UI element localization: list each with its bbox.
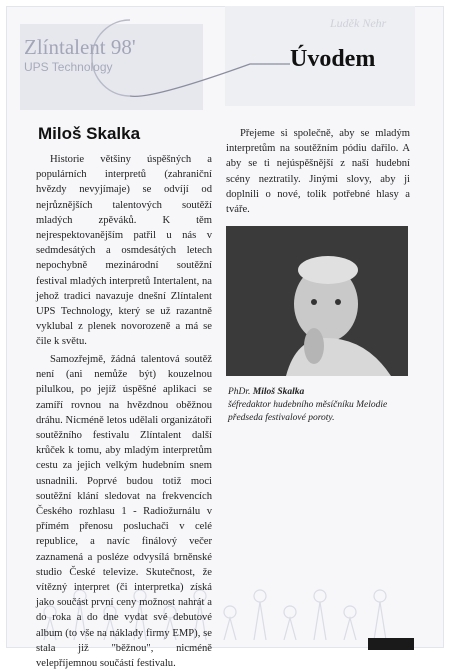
caption-line-3: předseda festivalové poroty.	[228, 413, 335, 423]
caption-prefix: PhDr.	[228, 387, 251, 397]
left-column-top	[36, 152, 212, 350]
portrait-photo	[226, 226, 408, 376]
article-paragraph: Přejeme si společně, aby se mladým interpretům na soutěžním pódiu dařilo. A aby se ti nejúspěšnější z naší hudební scény neztratily. Jinými slovy, aby ji doplnili o nové, tolik potřebné hlasy a tváře.	[226, 128, 410, 216]
left-column-bottom	[36, 352, 212, 671]
caption-line-1	[228, 386, 418, 399]
author-heading: Miloš Skalka	[38, 124, 141, 143]
caption-line-2: šéfredaktor hudebního měsíčníku Melodie	[228, 400, 388, 410]
brand-title: Zlíntalent 98'	[24, 35, 136, 59]
portrait-icon	[226, 226, 408, 376]
article-paragraph: Samozřejmě, žádná talentová soutěž není (ani nemůže být) kouzelnou pilulkou, po jejíž úspěšné aplikaci se zamíří rovnou na hvězdnou oběžnou dráhu. Nicméně letos udělali organizátoři soutěžního festivalu Zlíntalent další krůček k tomu, aby mladým interpretům cestu za jejich velkým hudebním snem usnadnili. Poprvé budou totiž moci soutěžní klání sledovat na frekvencích Českého rozhlasu 1 - Radiožurnálu v přímém přenosu posluchači v celé republice, a navíc finálový večer zaznamená a posléze odvysílá brněnské studio České televize. Skutečnost, že vítězný interpret (či interpretka) získá jako součást první ceny možnost nahrát a do roka a do dne vydat své debutové album (to vše na náklady firmy EMP), se stala již "běžnou", nicméně velepříjemnou součástí festivalu.	[36, 354, 212, 670]
brand-subtitle: UPS Technology	[24, 60, 113, 74]
section-title: Úvodem	[290, 46, 376, 72]
article-paragraph: Historie většiny úspěšných a populárních interpretů (zahraniční hvězdy nevyjímaje) se odvíjí od nejrůznějších talentových soutěží mladých zpěváků. K těm nejrespektovanějším patřil u nás v sedmdesátých a osmdesátých letech nepochybně mezinárodní soutěžní festival mladých interpretů Intertalent, na jehož tradici navazuje dnešní Zlíntalent UPS Technology, který se už razantně vyklubal z plenek novorozeně a má se čile k světu.	[36, 154, 212, 348]
photo-caption	[228, 386, 418, 425]
footer-tab	[368, 638, 414, 650]
caption-name: Miloš Skalka	[252, 387, 305, 397]
right-column-top	[226, 126, 410, 217]
ghost-text: Luděk Nehr	[330, 16, 387, 30]
